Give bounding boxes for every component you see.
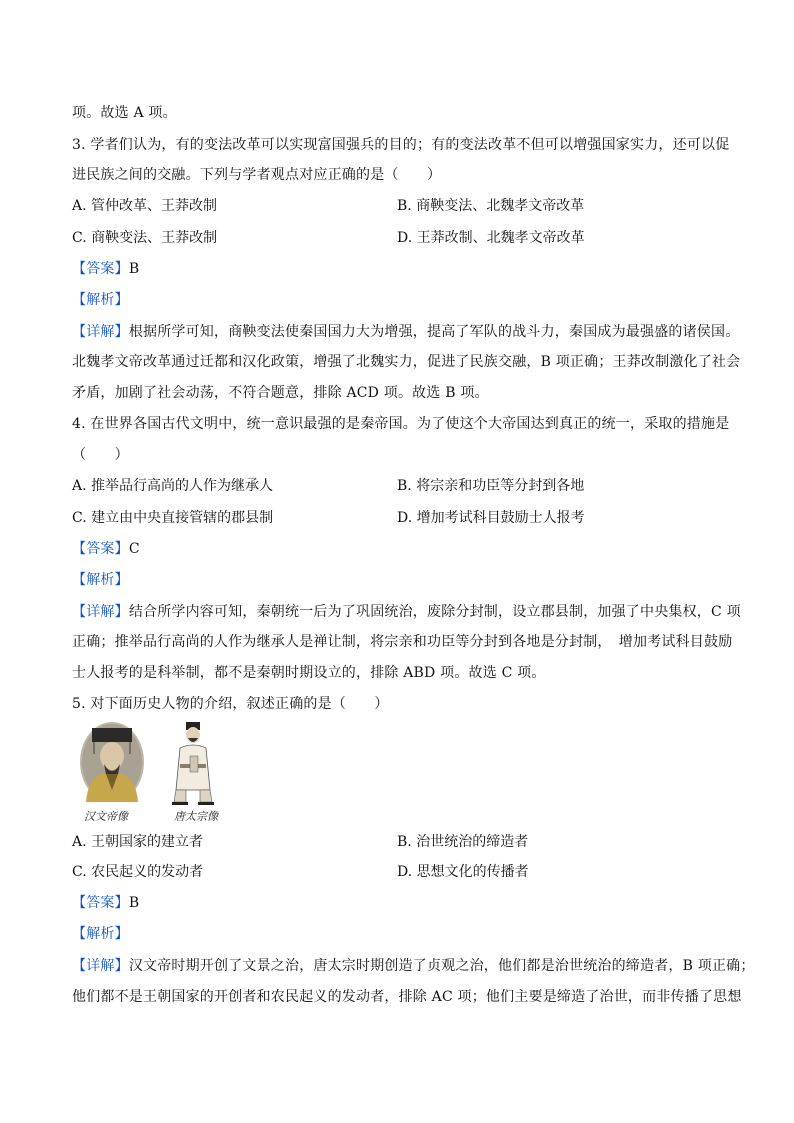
q4-option-c: C. 建立由中央直接管辖的郡县制 — [72, 510, 274, 526]
detail-text: 汉文帝时期开创了文景之治，唐太宗时期创造了贞观之治，他们都是治世统治的缔造者，B 项正确； — [128, 958, 755, 974]
answer-value: B — [128, 261, 140, 277]
analysis-tag: 【解析】 — [72, 572, 129, 588]
question-5-stem: 5. 对下面历史人物的介绍，叙述正确的是（ ） — [72, 696, 389, 712]
question-3-stem: 3. 学者们认为，有的变法改革可以实现富国强兵的目的；有的变法改革不但可以增强国家实力，还可以促 — [72, 137, 730, 153]
q4-option-d: D. 增加考试科目鼓励士人报考 — [397, 510, 585, 526]
han-wendi-portrait — [80, 722, 144, 802]
answer-tag: 【答案】 — [72, 261, 129, 277]
q5-detail-cont: 他们都不是王朝国家的开创者和农民起义的发动者，排除 AC 项；他们主要是缔造了治世，而非传播了思想 — [72, 989, 742, 1005]
question-3-stem-cont: 进民族之间的交融。下列与学者观点对应正确的是（ ） — [72, 167, 442, 183]
q5-option-c: C. 农民起义的发动者 — [72, 864, 204, 880]
text-line: 项。故选 A 项。 — [72, 105, 177, 121]
detail-tag: 【详解】 — [72, 958, 129, 974]
q5-option-d: D. 思想文化的传播者 — [397, 864, 529, 880]
detail-tag: 【详解】 — [72, 604, 129, 620]
detail-text: 结合所学内容可知，秦朝统一后为了巩固统治，废除分封制，设立郡县制，加强了中央集权，C 项 — [128, 604, 741, 620]
q4-detail-cont: 士人报考的是科举制，都不是秦朝时期设立的，排除 ABD 项。故选 C 项。 — [72, 665, 546, 681]
q3-option-c: C. 商鞅变法、王莽改制 — [72, 230, 218, 246]
portraits-image — [74, 718, 234, 808]
q3-analysis-tag — [72, 290, 129, 310]
answer-value: C — [128, 541, 140, 557]
q3-detail-cont: 矛盾，加剧了社会动荡，不符合题意，排除 ACD 项。故选 B 项。 — [72, 385, 489, 401]
q3-option-d: D. 王莽改制、北魏孝文帝改革 — [397, 230, 585, 246]
portrait-figure — [74, 718, 234, 826]
caption-han-wendi: 汉文帝像 — [84, 810, 128, 823]
q4-option-b: B. 将宗亲和功臣等分封到各地 — [397, 478, 585, 494]
q4-analysis-tag — [72, 570, 129, 590]
analysis-tag: 【解析】 — [72, 292, 129, 308]
q5-option-b: B. 治世统治的缔造者 — [397, 834, 529, 850]
caption-tang-taizong: 唐太宗像 — [174, 810, 218, 823]
q4-answer — [72, 539, 140, 559]
q4-detail — [72, 602, 741, 622]
q3-detail — [72, 322, 740, 342]
q3-answer — [72, 259, 139, 279]
q3-option-a: A. 管仲改革、王莽改制 — [72, 198, 218, 214]
tang-taizong-portrait — [172, 722, 214, 805]
detail-text: 根据所学可知，商鞅变法使秦国国力大为增强，提高了军队的战斗力，秦国成为最强盛的诸侯国。 — [128, 324, 740, 340]
question-4-stem: 4. 在世界各国古代文明中，统一意识最强的是秦帝国。为了使这个大帝国达到真正的统一，采取的措施是 — [72, 416, 730, 432]
answer-value: B — [128, 895, 140, 911]
question-4-stem-cont: （ ） — [72, 447, 129, 463]
answer-tag: 【答案】 — [72, 895, 129, 911]
q4-option-a: A. 推举品行高尚的人作为继承人 — [72, 478, 274, 494]
q5-option-a: A. 王朝国家的建立者 — [72, 834, 204, 850]
q5-detail — [72, 956, 755, 976]
analysis-tag: 【解析】 — [72, 926, 129, 942]
detail-tag: 【详解】 — [72, 324, 129, 340]
q4-detail-cont: 正确；推举品行高尚的人作为继承人是禅让制，将宗亲和功臣等分封到各地是分封制， 增加考试科目鼓励 — [72, 634, 733, 650]
q3-option-b: B. 商鞅变法、北魏孝文帝改革 — [397, 198, 585, 214]
q3-detail-cont: 北魏孝文帝改革通过迁都和汉化政策，增强了北魏实力，促进了民族交融，B 项正确；王莽改制激化了社会 — [72, 354, 741, 370]
answer-tag: 【答案】 — [72, 541, 129, 557]
q5-analysis-tag — [72, 924, 129, 944]
q5-answer — [72, 893, 139, 913]
